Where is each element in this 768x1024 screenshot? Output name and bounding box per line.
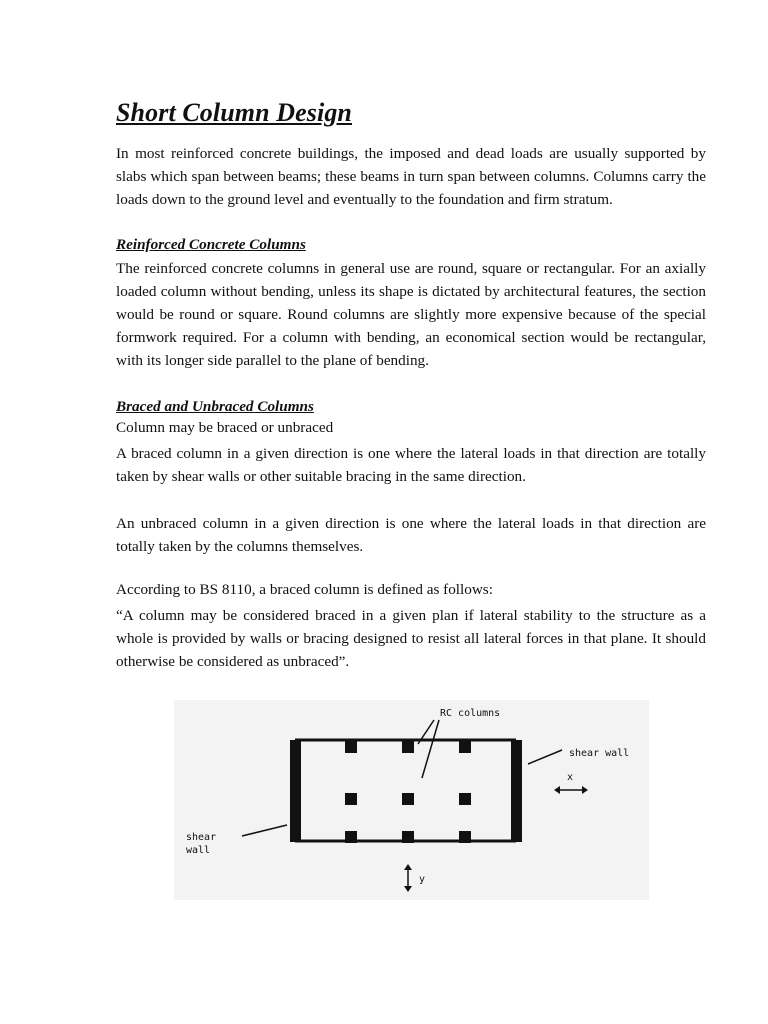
label-rc-columns: RC columns	[440, 708, 501, 719]
rc-columns-grid	[345, 741, 471, 843]
leader-shear-wall-right	[528, 750, 562, 764]
rc-column	[345, 741, 357, 753]
rc-column	[402, 793, 414, 805]
label-shear-wall-left-line1: shear	[186, 832, 217, 843]
intro-paragraph: In most reinforced concrete buildings, the imposed and dead loads are usually supported by slabs which span between beams; these beams in turn span between columns. Columns carry the loads down to the ground level and eventually to the foundation and firm stratum.	[116, 145, 706, 208]
rc-columns-paragraph: The reinforced concrete columns in general use are round, square or rectangular. For an axially loaded column without bending, unless its shape is dictated by architectural features, the section would be round or square. Round columns are slightly more expensive because of the special formwork required. For a column with bending, an economical section would be rectangular, with its longer side parallel to the plane of bending.	[116, 260, 706, 369]
bs8110-intro-line: According to BS 8110, a braced column is defined as follows:	[116, 581, 493, 598]
label-x: x	[567, 772, 574, 783]
x-direction-arrow	[554, 786, 588, 794]
rc-column	[459, 831, 471, 843]
label-shear-wall-left-line2: wall	[186, 845, 211, 856]
leader-shear-wall-left	[242, 825, 287, 836]
section-heading-rc-columns: Reinforced Concrete Columns	[116, 236, 306, 253]
bs8110-quote-paragraph: “A column may be considered braced in a given plan if lateral stability to the structure as a whole is provided by walls or bracing designed to resist all lateral forces in that plane. It should otherwise be considered as unbraced”.	[116, 607, 706, 670]
rc-column	[402, 831, 414, 843]
rc-column	[345, 831, 357, 843]
building-outline	[295, 740, 516, 841]
page-title: Short Column Design	[116, 98, 352, 127]
shear-wall-left	[290, 740, 301, 842]
label-shear-wall-right: shear wall	[569, 748, 630, 759]
braced-frame-diagram	[174, 700, 649, 900]
rc-column	[459, 793, 471, 805]
braced-or-unbraced-line: Column may be braced or unbraced	[116, 419, 334, 436]
y-direction-arrow	[404, 864, 412, 892]
rc-column	[459, 741, 471, 753]
rc-column	[345, 793, 357, 805]
shear-wall-right	[511, 740, 522, 842]
label-y: y	[419, 874, 426, 885]
rc-column	[402, 741, 414, 753]
section-heading-braced-unbraced: Braced and Unbraced Columns	[116, 398, 314, 415]
leader-columns-2	[422, 720, 439, 778]
braced-definition-paragraph: A braced column in a given direction is one where the lateral loads in that direction are totally taken by shear walls or other suitable bracing in the same direction.	[116, 445, 706, 485]
plan-view-svg	[174, 700, 649, 900]
unbraced-definition-paragraph: An unbraced column in a given direction is one where the lateral loads in that direction are totally taken by the columns themselves.	[116, 515, 706, 555]
